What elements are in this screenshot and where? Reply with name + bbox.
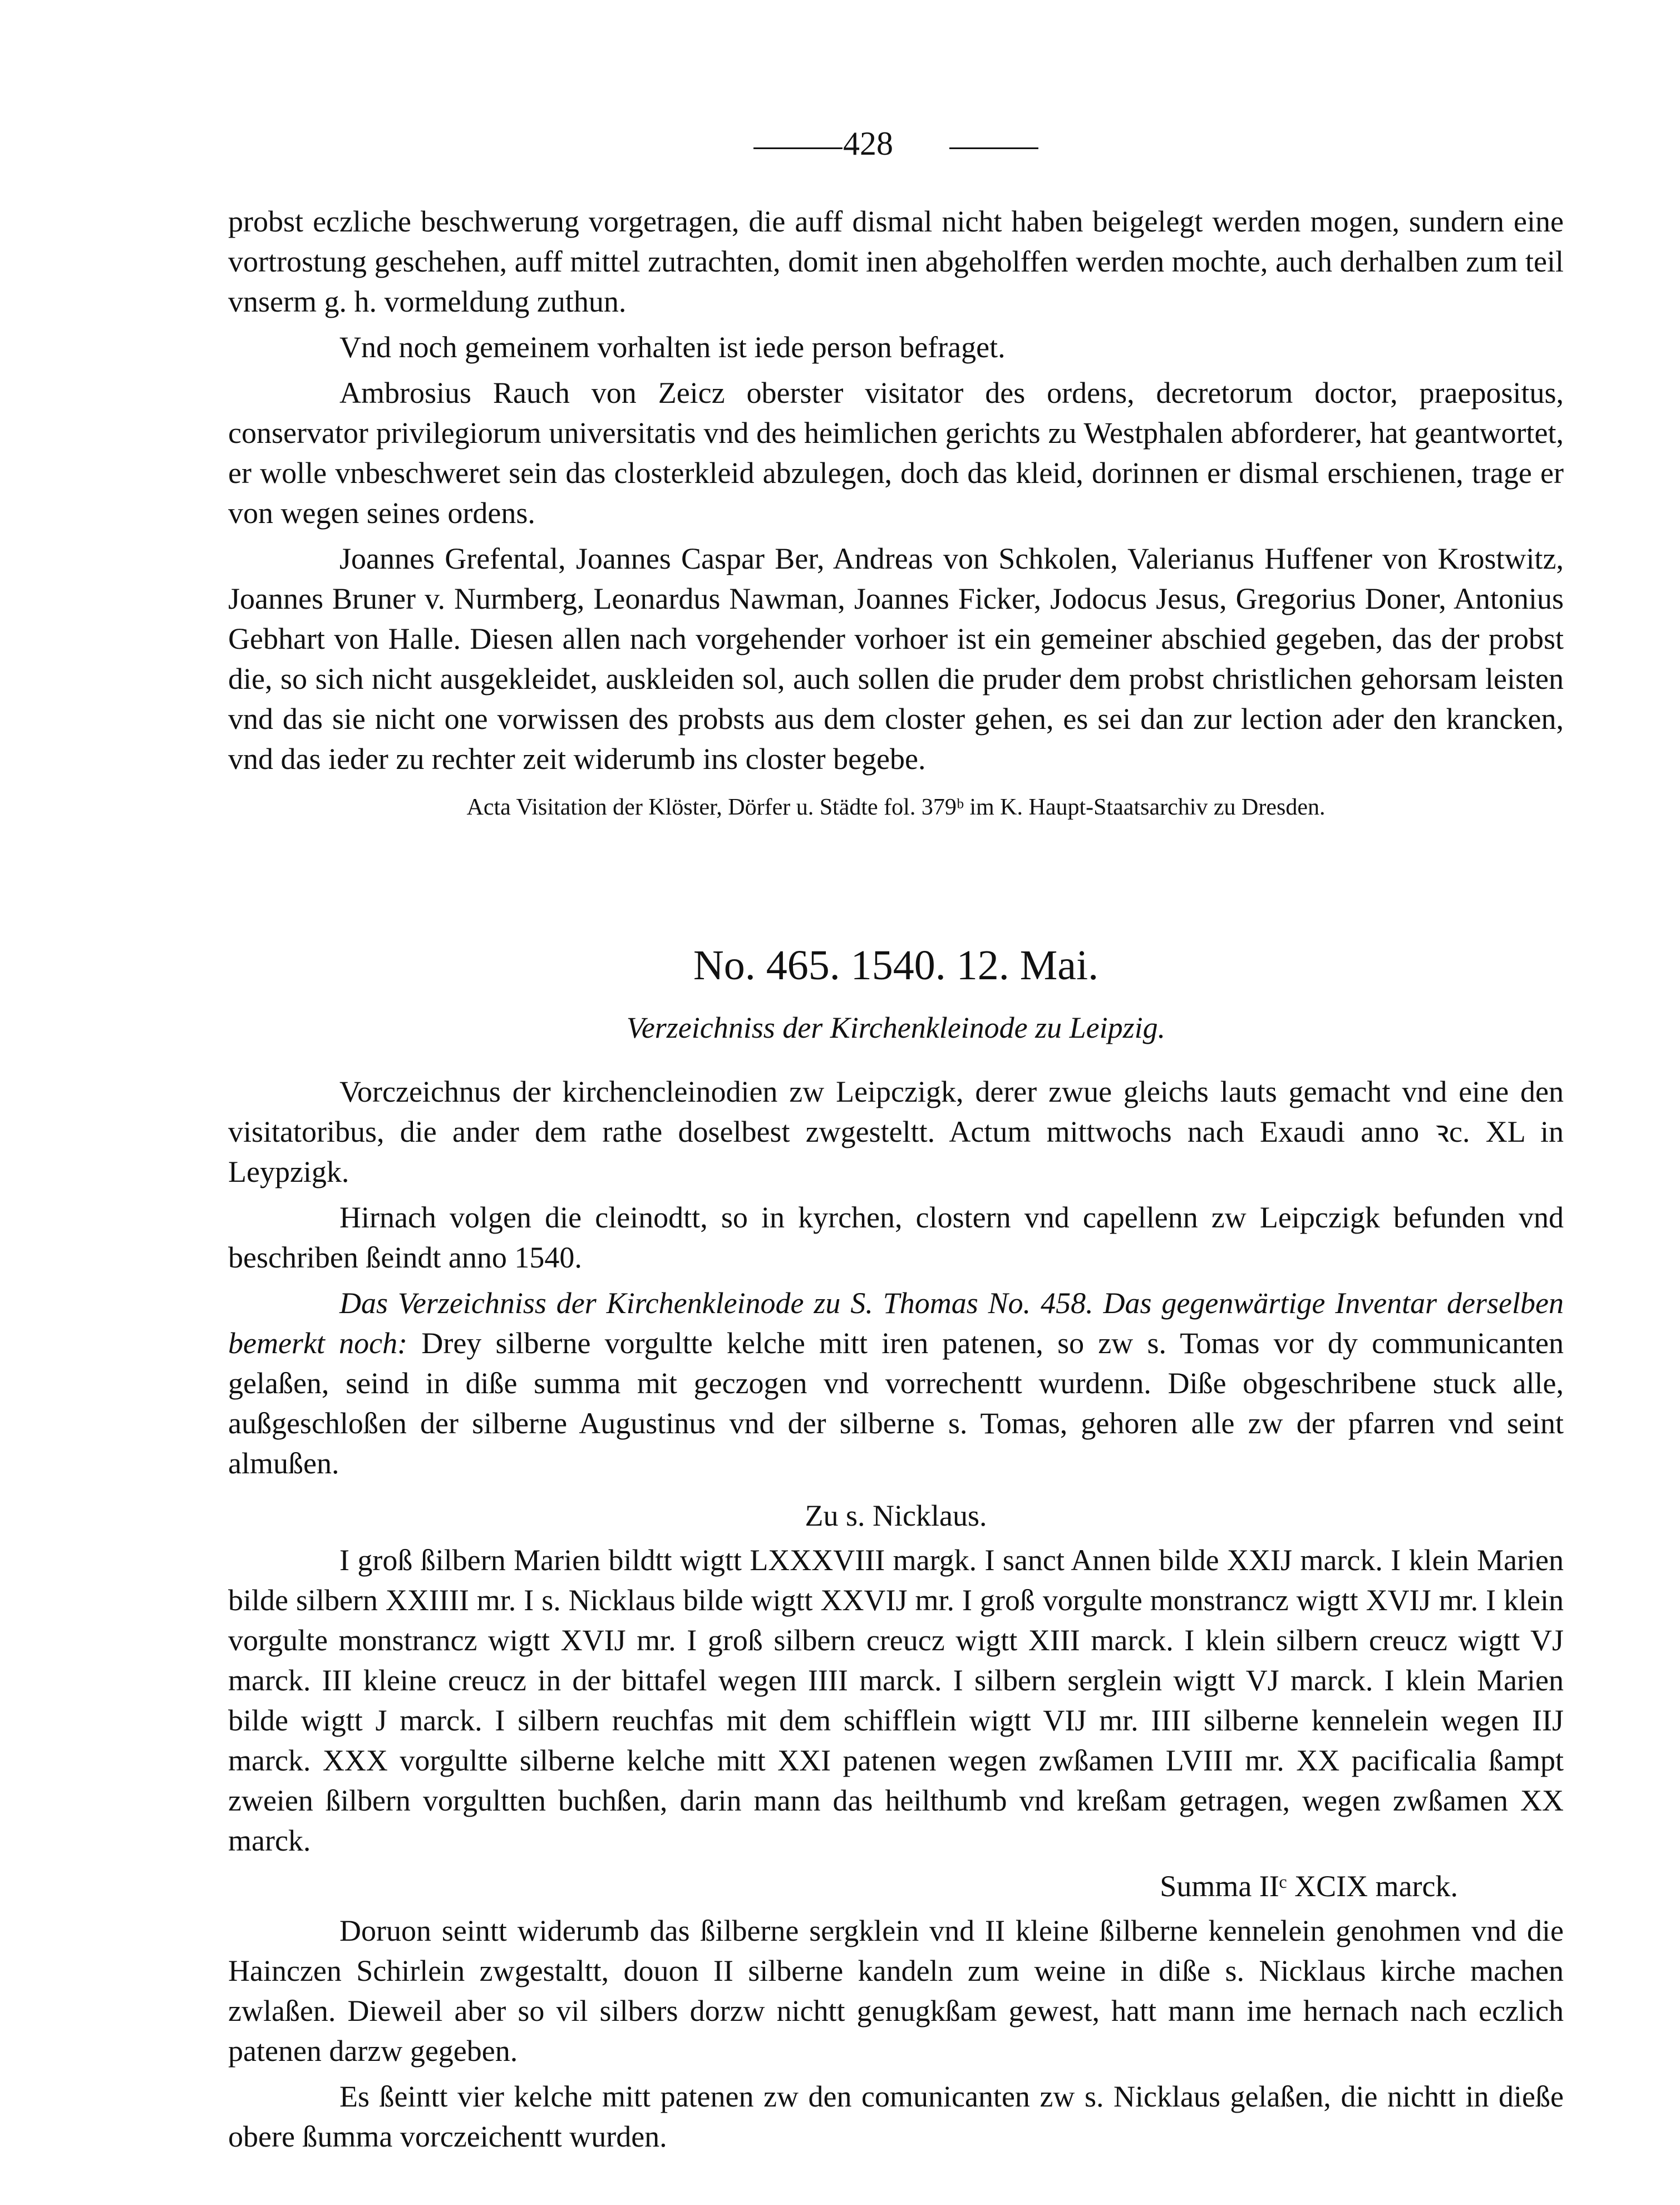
summa-line: Summa IIᶜ XCIX marck. xyxy=(1160,1869,1458,1903)
section-heading-nicklaus: Zu s. Nicklaus. xyxy=(805,1499,987,1532)
paragraph-continuation: probst eczliche beschwerung vorgetragen, die auff dismal nicht haben beigelegt werden mogen, sundern eine vortrostung geschehen, auff mittel zutrachten, domit inen abgeholffen werden mochte, auch derhalben zum teil vnserm g. h. vormeldung zuthun. xyxy=(228,205,1564,318)
paragraph-hirnach: Hirnach volgen die cleinodtt, so in kyrchen, clostern vnd capellenn zw Leipczigk befunden vnd beschriben ßeindt anno 1540. xyxy=(228,1201,1564,1274)
section-1-body xyxy=(228,201,1564,785)
paragraph-ambrosius: Ambrosius Rauch von Zeicz oberster visitator des ordens, decretorum doctor, praepositus, conservator privilegiorum universitatis vnd des heimlichen gerichts zu Westphalen abforderer, hat geantwortet, er wolle vnbeschweret sein das closterkleid abzulegen, doch das kleid, dorinnen er dismal erschienen, trage er von wegen seines ordens. xyxy=(228,376,1564,530)
document-body xyxy=(228,1072,1564,2162)
page-header xyxy=(0,121,1680,166)
paragraph-inventory-list: I groß ßilbern Marien bildtt wigtt LXXXVIII margk. I sanct Annen bilde XXIJ marck. I klein Marien bilde silbern XXIIII mr. I s. Nicklaus bilde wigtt XXVIJ mr. I groß vorgulte monstrancz wigtt XVIJ mr. I klein vorgulte monstrancz wigtt XVIJ mr. I groß silbern creucz wigtt XIII marck. I klein silbern creucz wigtt VJ marck. III kleine creucz in der bittafel wegen IIII marck. I silbern serglein wigtt VJ marck. I klein Marien bilde wigtt J marck. I silbern reuchfas mit dem schifflein wigtt VIJ mr. IIII silberne kennelein wegen IIJ marck. XXX vorgultte silberne kelche mitt XXI patenen wegen zwßamen LVIII mr. XX pacificalia ßampt zweien ßilbern vorgultten buchßen, darin mann das heilthumb vnd kreßam getragen, wegen zwßamen XX marck. xyxy=(228,1543,1564,1857)
editorial-note: Das Verzeichniss der Kirchenkleinode zu S. Thomas No. 458. Das gegenwärtige Inventar derselben bemerkt noch: xyxy=(228,1286,1564,1360)
document-subtitle: Verzeichniss der Kirchenkleinode zu Leipzig. xyxy=(626,1011,1166,1044)
paragraph-joannes: Joannes Grefental, Joannes Caspar Ber, Andreas von Schkolen, Valerianus Huffener von Krostwitz, Joannes Bruner v. Nurmberg, Leonardus Nawman, Joannes Ficker, Jodocus Jesus, Gregorius Doner, Antonius Gebhart von Halle. Diesen allen nach vorgehender vorhoer ist ein gemeiner abschied gegeben, das der probst die, so sich nicht ausgekleidet, auskleiden sol, auch sollen die pruder dem probst christlichen gehorsam leisten vnd das sie nicht one vorwissen des probsts aus dem closter gehen, es sei dan zur lection ader den krancken, vnd das ieder zu rechter zeit widerumb ins closter begebe. xyxy=(228,542,1564,776)
page-number: 428 xyxy=(843,125,893,162)
note-text: Drey silberne vorgultte kelche mitt iren patenen, so zw s. Tomas vor dy communicanten gelaßen, seind in diße summa mit geczogen vnd vorrechentt wurdenn. Diße obgeschribene stuck alle, außgeschloßen der silberne Augustinus vnd der silberne s. Tomas, gehoren alle zw der pfarren vnd seint almußen. xyxy=(228,1326,1564,1480)
paragraph-thomas-note xyxy=(228,1283,1564,1483)
paragraph-vorhalten: Vnd noch gemeinem vorhalten ist iede person befraget. xyxy=(339,330,1006,364)
document-title: No. 465. 1540. 12. Mai. xyxy=(693,942,1099,989)
paragraph-doruon: Doruon seintt widerumb das ßilberne sergklein vnd II kleine ßilberne kennelein genohmen vnd die Hainczen Schirlein zwgestaltt, douon II silberne kandeln zum weine in diße s. Nicklaus kirche machen zwlaßen. Dieweil aber so vil silbers dorzw nichtt genugkßam gewest, hatt mann ime hernach nach eczlich patenen darzw gegeben. xyxy=(228,1914,1564,2068)
header-rule-right xyxy=(949,147,1038,149)
paragraph-vorczeichnus: Vorczeichnus der kirchencleinodien zw Leipczigk, derer zwue gleichs lauts gemacht vnd eine den visitatoribus, die ander dem rathe doselbest zwgesteltt. Actum mittwochs nach Exaudi anno ꝛc. XL in Leypzigk. xyxy=(228,1075,1564,1188)
paragraph-kelche: Es ßeintt vier kelche mitt patenen zw den comunicanten zw s. Nicklaus gelaßen, die nichtt in dieße obere ßumma vorczeichentt wurden. xyxy=(228,2080,1564,2153)
source-citation: Acta Visitation der Klöster, Dörfer u. Städte fol. 379ᵇ im K. Haupt-Staatsarchiv zu Dresden. xyxy=(466,795,1326,820)
